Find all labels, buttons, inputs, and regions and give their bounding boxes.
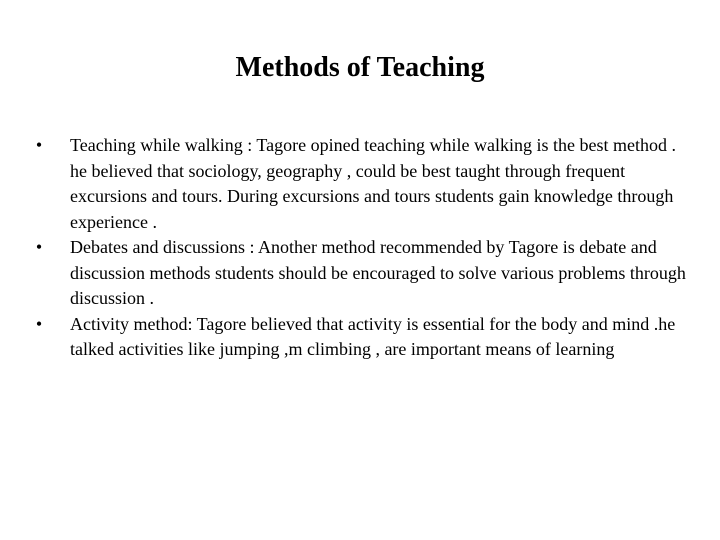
bullet-list: [30, 133, 690, 363]
bullet-icon: •: [35, 313, 43, 334]
bullet-icon: •: [35, 135, 43, 155]
slide-title: Methods of Teaching: [235, 52, 485, 83]
bullet-icon: •: [35, 237, 43, 257]
bullet-text: Teaching while walking : Tagore opined teaching while walking is the best method . he believed that sociology, geography , could be best taught through frequent excursions and tours. During excursions and tours students gain knowledge through experience .: [70, 135, 676, 232]
bullet-item-activity-method: [30, 312, 690, 363]
bullet-item-teaching-while-walking: [30, 133, 690, 235]
bullet-item-debates-and-discussions: [30, 235, 690, 312]
bullet-text: Activity method: Tagore believed that activity is essential for the body and mind .he talked activities like jumping ,m climbing , are important means of learning: [70, 313, 676, 359]
bullet-text: Debates and discussions : Another method recommended by Tagore is debate and discussion methods students should be encouraged to solve various problems through discussion .: [70, 237, 686, 308]
